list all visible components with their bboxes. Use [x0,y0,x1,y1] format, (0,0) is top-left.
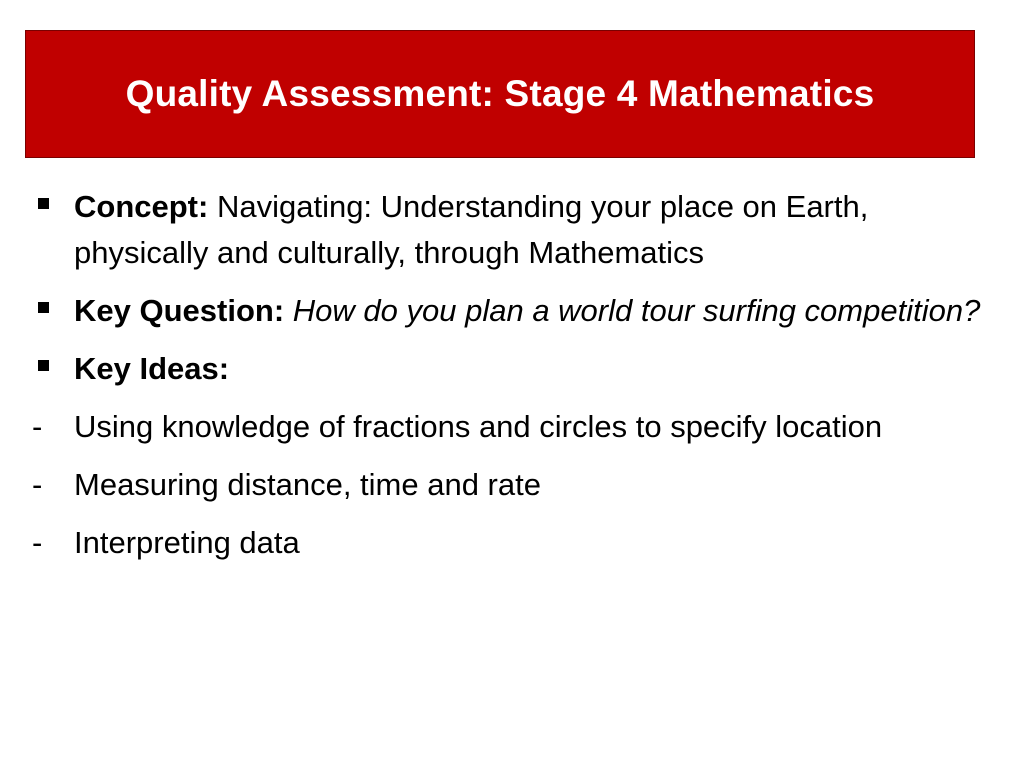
dash-marker: - [32,525,43,560]
bullet-concept [30,184,990,276]
idea-item-fractions [30,404,990,450]
idea-item-interpreting [30,520,990,566]
dash-marker: - [32,409,43,444]
title-banner [25,30,975,158]
concept-label: Concept: [74,189,209,224]
key-question-label: Key Question: [74,293,285,328]
dash-marker: - [32,467,43,502]
square-bullet-icon [38,302,49,313]
concept-text: Navigating: Understanding your place on Earth, physically and culturally, through Mathematics [74,189,869,270]
bullet-key-ideas [30,346,990,392]
idea-text: Interpreting data [74,525,300,560]
square-bullet-icon [38,360,49,371]
key-ideas-label: Key Ideas: [74,351,230,386]
slide-title: Quality Assessment: Stage 4 Mathematics [125,73,875,114]
slide-body [30,184,990,578]
square-bullet-icon [38,198,49,209]
idea-text: Measuring distance, time and rate [74,467,541,502]
idea-text: Using knowledge of fractions and circles to specify location [74,409,883,444]
idea-item-measuring [30,462,990,508]
key-question-text: How do you plan a world tour surfing competition? [292,293,981,328]
bullet-key-question [30,288,990,334]
